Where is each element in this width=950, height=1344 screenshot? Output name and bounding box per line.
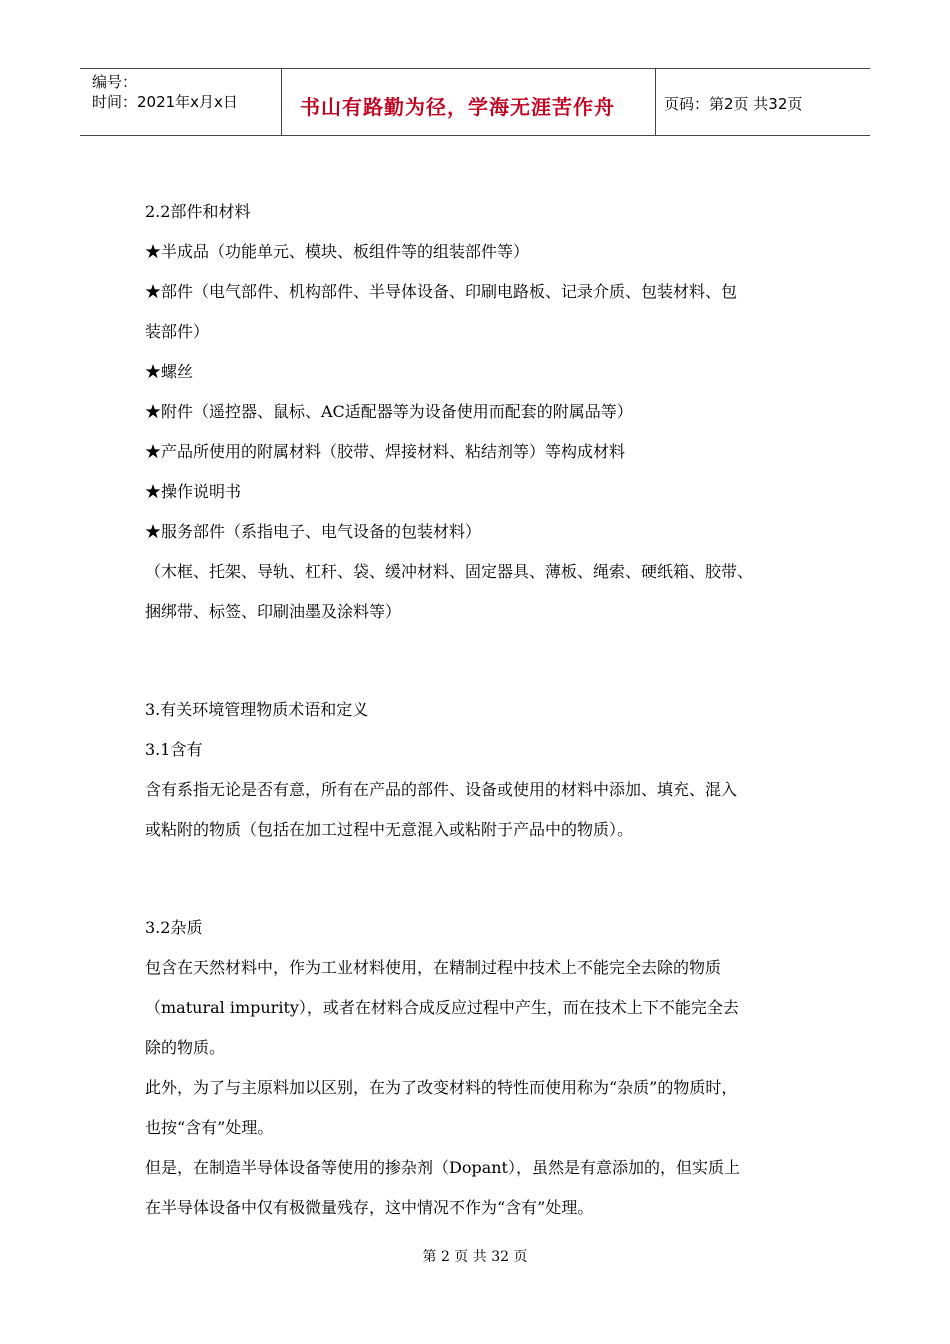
section-heading: 2.2部件和材料	[145, 202, 251, 221]
paragraph-line: 除的物质。	[145, 1038, 226, 1057]
paragraph-line: 此外，为了与主原料加以区别，在为了改变材料的特性而使用称为“杂质”的物质时，	[145, 1078, 738, 1097]
paragraph-line: 在半导体设备中仅有极微量残存，这中情况不作为“含有”处理。	[145, 1198, 594, 1217]
document-time-label: 时间：2021年x月x日	[92, 93, 238, 111]
header-motto: 书山有路勤为径，学海无涯苦作舟	[300, 95, 615, 119]
paragraph-line: （木框、托架、导轨、杠秆、袋、缓冲材料、固定器具、薄板、绳索、硬纸箱、胶带、	[145, 562, 754, 581]
paragraph-line: 含有系指无论是否有意，所有在产品的部件、设备或使用的材料中添加、填充、混入	[145, 780, 738, 799]
paragraph-line: 包含在天然材料中，作为工业材料使用，在精制过程中技术上不能完全去除的物质	[145, 958, 722, 977]
bullet-item: ★服务部件（系指电子、电气设备的包装材料）	[145, 522, 482, 541]
bullet-item: ★附件（遥控器、鼠标、AC适配器等为设备使用而配套的附属品等）	[145, 402, 633, 421]
paragraph-line: （matural impurity），或者在材料合成反应过程中产生，而在技术上下不能完全去	[145, 998, 739, 1017]
paragraph-line: 但是，在制造半导体设备等使用的掺杂剂（Dopant），虽然是有意添加的，但实质上	[145, 1158, 740, 1177]
document-number-label: 编号：	[92, 73, 138, 91]
header-bottom-rule	[80, 135, 870, 136]
page-footer: 第 2 页 共 32 页	[422, 1249, 528, 1265]
header-divider-right	[655, 68, 656, 136]
subsection-heading: 3.2杂质	[145, 918, 203, 937]
section-heading: 3.有关环境管理物质术语和定义	[145, 700, 369, 719]
subsection-heading: 3.1含有	[145, 740, 203, 759]
bullet-item: ★操作说明书	[145, 482, 242, 501]
header-top-rule	[80, 68, 870, 69]
bullet-item: ★螺丝	[145, 362, 194, 381]
paragraph-line: 或粘附的物质（包括在加工过程中无意混入或粘附于产品中的物质）。	[145, 820, 634, 839]
paragraph-line: 捆绑带、标签、印刷油墨及涂料等）	[145, 602, 402, 621]
bullet-item-continuation: 装部件）	[145, 322, 210, 341]
header-divider-left	[281, 68, 282, 136]
header-page-code: 页码：第2页 共32页	[664, 95, 803, 113]
bullet-item: ★半成品（功能单元、模块、板组件等的组装部件等）	[145, 242, 530, 261]
paragraph-line: 也按“含有”处理。	[145, 1118, 274, 1137]
bullet-item: ★部件（电气部件、机构部件、半导体设备、印刷电路板、记录介质、包装材料、包	[145, 282, 738, 301]
bullet-item: ★产品所使用的附属材料（胶带、焊接材料、粘结剂等）等构成材料	[145, 442, 626, 461]
